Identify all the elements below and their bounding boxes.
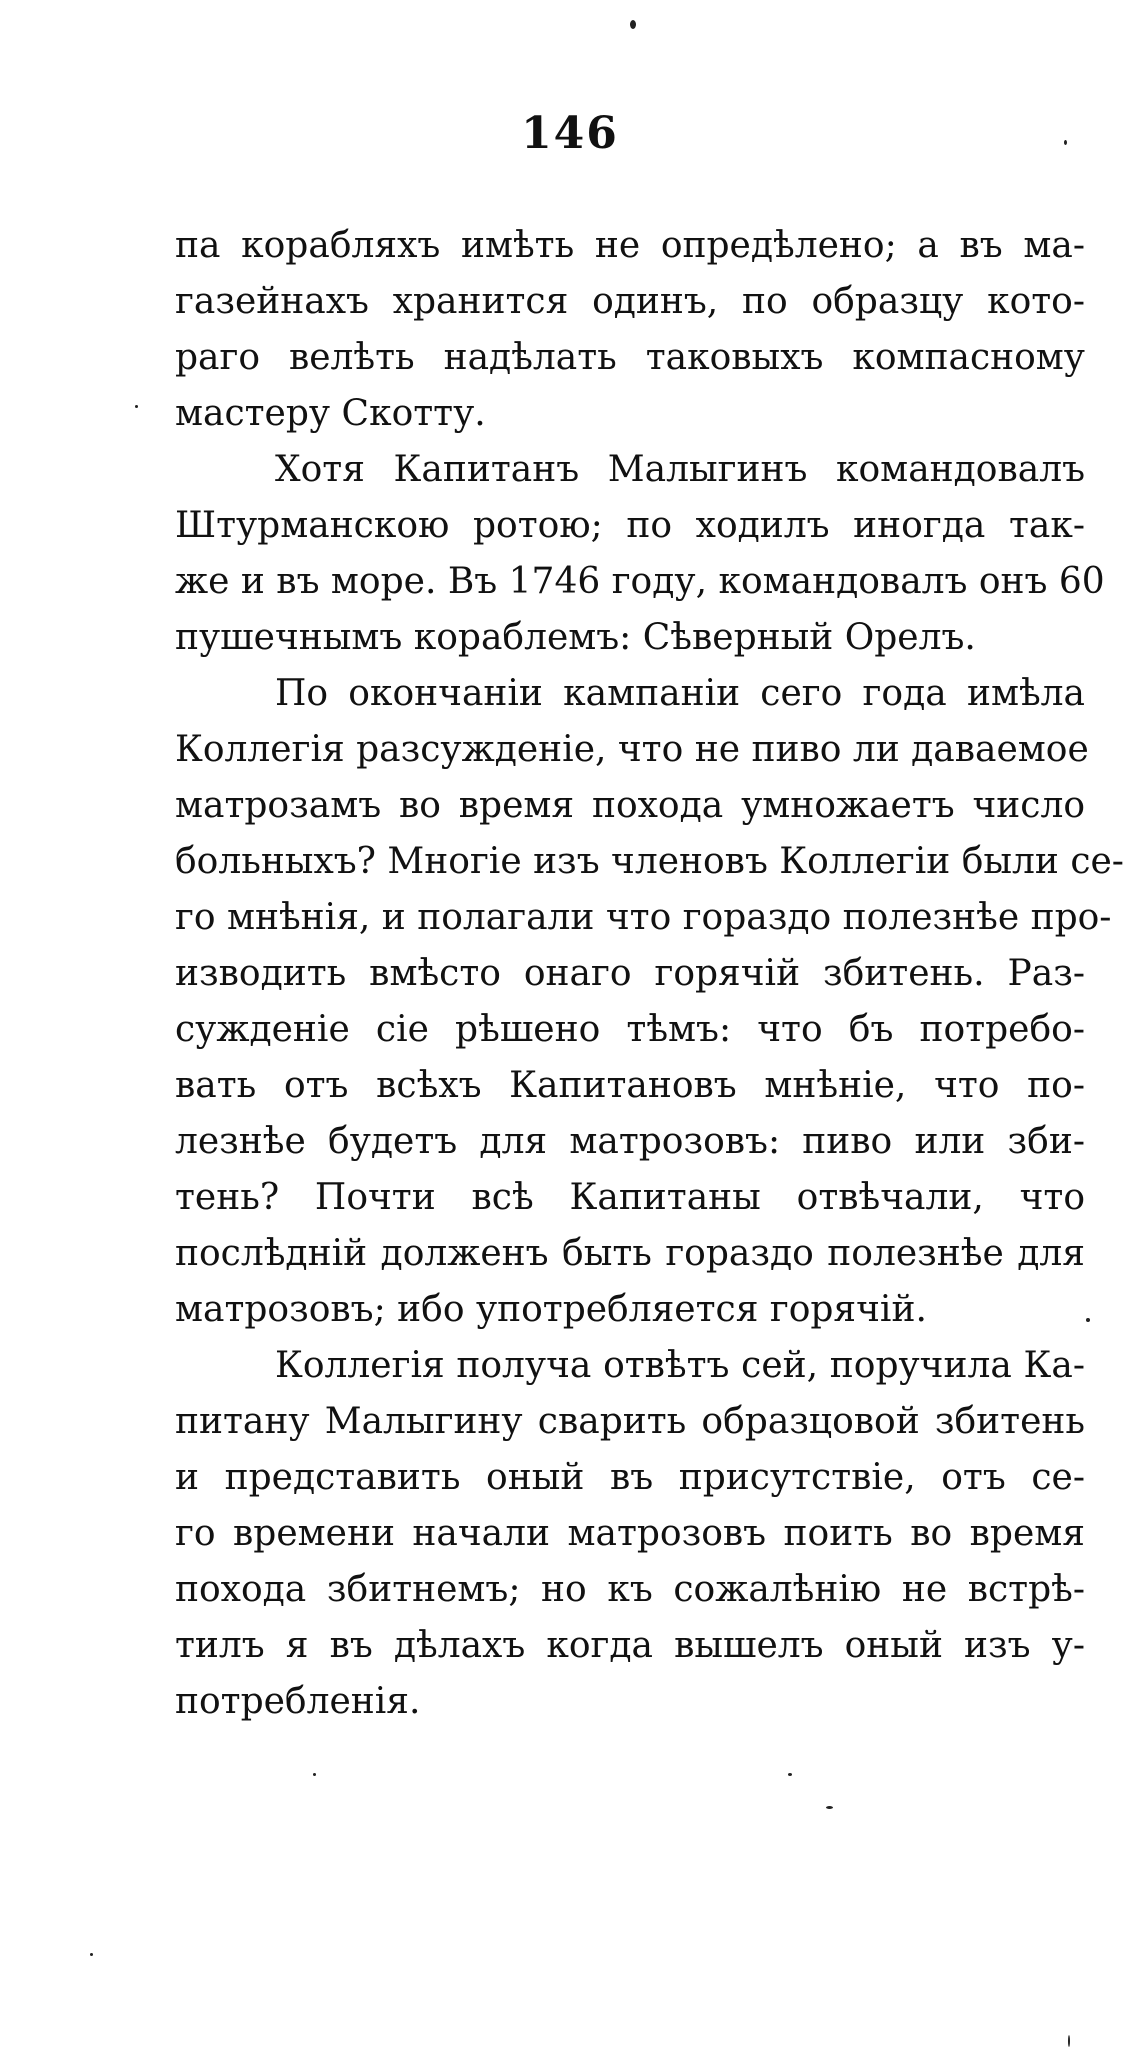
text-line: матрозамъ во время похода умножаетъ число xyxy=(175,785,1085,826)
text-line: Штурманскою ротою; по ходилъ иногда так- xyxy=(175,505,1085,546)
scan-speck xyxy=(826,1806,833,1809)
text-line: го мнѣнія, и полагали что гораздо полезнѣе про- xyxy=(175,897,1112,938)
text-line: раго велѣть надѣлать таковыхъ компасному xyxy=(175,337,1085,378)
scan-speck xyxy=(135,405,138,408)
text-line: тень? Почти всѣ Капитаны отвѣчали, что xyxy=(175,1177,1085,1218)
scan-speck xyxy=(788,1773,792,1776)
scan-speck xyxy=(1064,140,1067,145)
text-line: газейнахъ хранится одинъ, по образцу кото- xyxy=(175,281,1085,322)
text-line: вать отъ всѣхъ Капитановъ мнѣніе, что по- xyxy=(175,1065,1085,1106)
text-line: Коллегія разсужденіе, что не пиво ли даваемое xyxy=(175,729,1089,770)
text-line: питану Малыгину сварить образцовой збитень xyxy=(175,1401,1085,1442)
text-line: и представить оный въ присутствіе, отъ се- xyxy=(175,1457,1085,1498)
scan-speck xyxy=(313,1773,316,1776)
text-line: го времени начали матрозовъ поить во время xyxy=(175,1513,1085,1554)
scan-speck xyxy=(90,1953,93,1956)
text-line: тилъ я въ дѣлахъ когда вышелъ оный изъ у- xyxy=(175,1625,1085,1666)
text-line: послѣдній долженъ быть гораздо полезнѣе для xyxy=(175,1233,1085,1274)
text-line: пушечнымъ кораблемъ: Сѣверный Орелъ. xyxy=(175,617,976,658)
text-line: мастеру Скотту. xyxy=(175,393,486,434)
text-line: матрозовъ; ибо употребляется горячій. xyxy=(175,1289,927,1330)
body-text xyxy=(175,218,1124,1730)
text-line: лезнѣе будетъ для матрозовъ: пиво или зби- xyxy=(175,1121,1085,1162)
scan-speck xyxy=(630,20,636,29)
text-line: па корабляхъ имѣть не опредѣлено; а въ ма- xyxy=(175,225,1085,266)
scan-speck xyxy=(1086,1318,1090,1322)
paragraph-start-line: По окончаніи кампаніи сего года имѣла xyxy=(275,673,1085,714)
paragraph-start-line: Хотя Капитанъ Малыгинъ командовалъ xyxy=(275,449,1085,490)
paragraph-start-line: Коллегія получа отвѣтъ сей, поручила Ка- xyxy=(275,1345,1085,1386)
scan-speck xyxy=(1068,2035,1070,2047)
text-line: изводить вмѣсто онаго горячій збитень. Раз- xyxy=(175,953,1085,994)
text-line: же и въ море. Въ 1746 году, командовалъ онъ 60 xyxy=(175,561,1105,602)
page-number: 146 xyxy=(521,108,619,159)
text-line: похода збитнемъ; но къ сожалѣнію не встрѣ- xyxy=(175,1569,1085,1610)
text-line: больныхъ? Многіе изъ членовъ Коллегіи были се- xyxy=(175,841,1124,882)
text-line: потребленія. xyxy=(175,1681,421,1722)
text-line: сужденіе сіе рѣшено тѣмъ: что бъ потребо- xyxy=(175,1009,1085,1050)
